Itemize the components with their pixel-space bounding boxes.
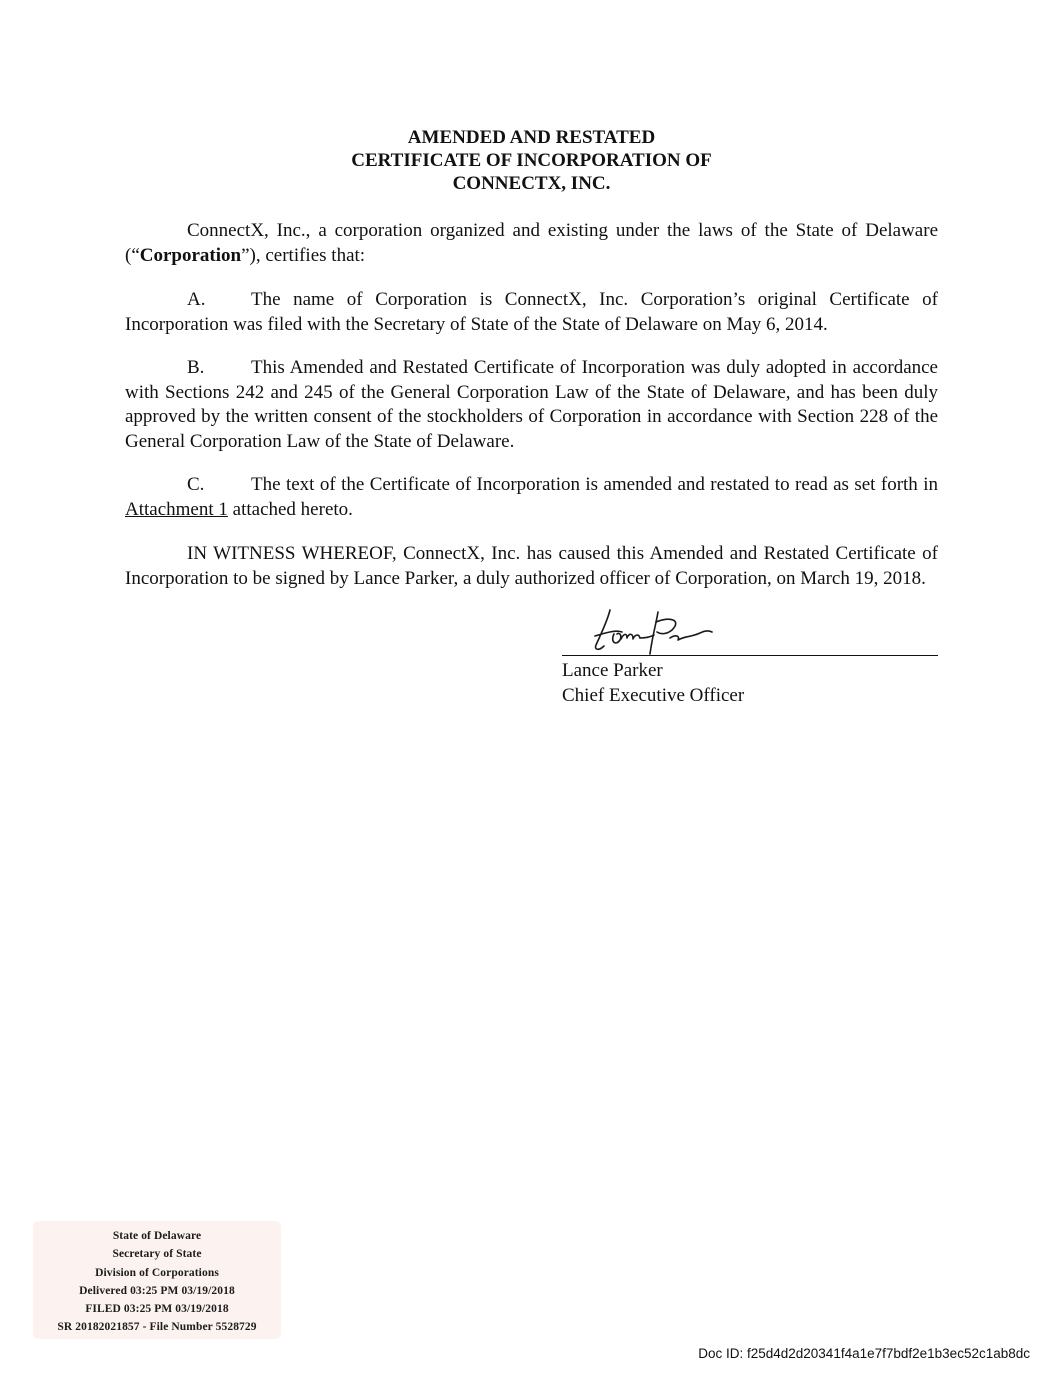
- section-c-letter: C.: [187, 474, 205, 495]
- section-c-text-end: attached hereto.: [227, 498, 353, 520]
- section-a-paragraph: [125, 288, 938, 337]
- stamp-line: FILED 03:25 PM 03/19/2018: [85, 1303, 229, 1316]
- intro-paragraph: [125, 219, 938, 268]
- stamp-line: Secretary of State: [112, 1248, 202, 1261]
- signer-name: Lance Parker: [562, 660, 663, 681]
- intro-text-end: ”), certifies that:: [241, 244, 366, 266]
- stamp-line: Delivered 03:25 PM 03/19/2018: [79, 1284, 235, 1297]
- section-b-text: This Amended and Restated Certificate of Incorporation was duly adopted in accordance with Sections 242 and 245 of the General Corporation Law of the State of Delaware, and has been duly approved by the written consent of the stockholders of Corporation in accordance with Section 228 of the General Corporation Law of the State of Delaware.: [125, 357, 938, 452]
- stamp-line: Division of Corporations: [95, 1266, 219, 1279]
- section-b-paragraph: [125, 356, 938, 454]
- intro-text: ConnectX, Inc., a corporation organized and existing under the laws of the State of Delaware (“: [125, 220, 938, 266]
- document-heading: [0, 126, 1063, 195]
- signature-line: [562, 655, 938, 656]
- section-c-text: The text of the Certificate of Incorporation is amended and restated to read as set forth in: [251, 474, 938, 495]
- signer-block: [562, 658, 744, 708]
- defined-term-corporation: Corporation: [139, 244, 242, 266]
- section-b-letter: B.: [187, 357, 205, 378]
- stamp-line: State of Delaware: [112, 1230, 202, 1242]
- heading-line-3: CONNECTX, INC.: [452, 173, 611, 194]
- witness-text: IN WITNESS WHEREOF, ConnectX, Inc. has caused this Amended and Restated Certificate of Incorporation to be signed by Lance Parker, a duly authorized officer of Corporation, on March 19, 2018.: [125, 543, 938, 589]
- section-a-text: The name of Corporation is ConnectX, Inc. Corporation’s original Certificate of Incorporation was filed with the Secretary of State of the State of Delaware on May 6, 2014.: [125, 289, 938, 335]
- handwritten-signature: [590, 602, 730, 658]
- stamp-line: SR 20182021857 - File Number 5528729: [57, 1321, 257, 1334]
- heading-line-2: CERTIFICATE OF INCORPORATION OF: [351, 150, 712, 171]
- witness-paragraph: [125, 542, 938, 591]
- filing-stamp: [33, 1221, 281, 1339]
- section-a-letter: A.: [187, 289, 206, 310]
- section-c-paragraph: [125, 473, 938, 522]
- heading-line-1: AMENDED AND RESTATED: [407, 127, 656, 148]
- signer-title: Chief Executive Officer: [562, 685, 745, 706]
- doc-id: Doc ID: f25d4d2d20341f4a1e7f7bdf2e1b3ec52c1ab8dc: [698, 1346, 1030, 1361]
- attachment-reference: Attachment 1: [125, 498, 228, 520]
